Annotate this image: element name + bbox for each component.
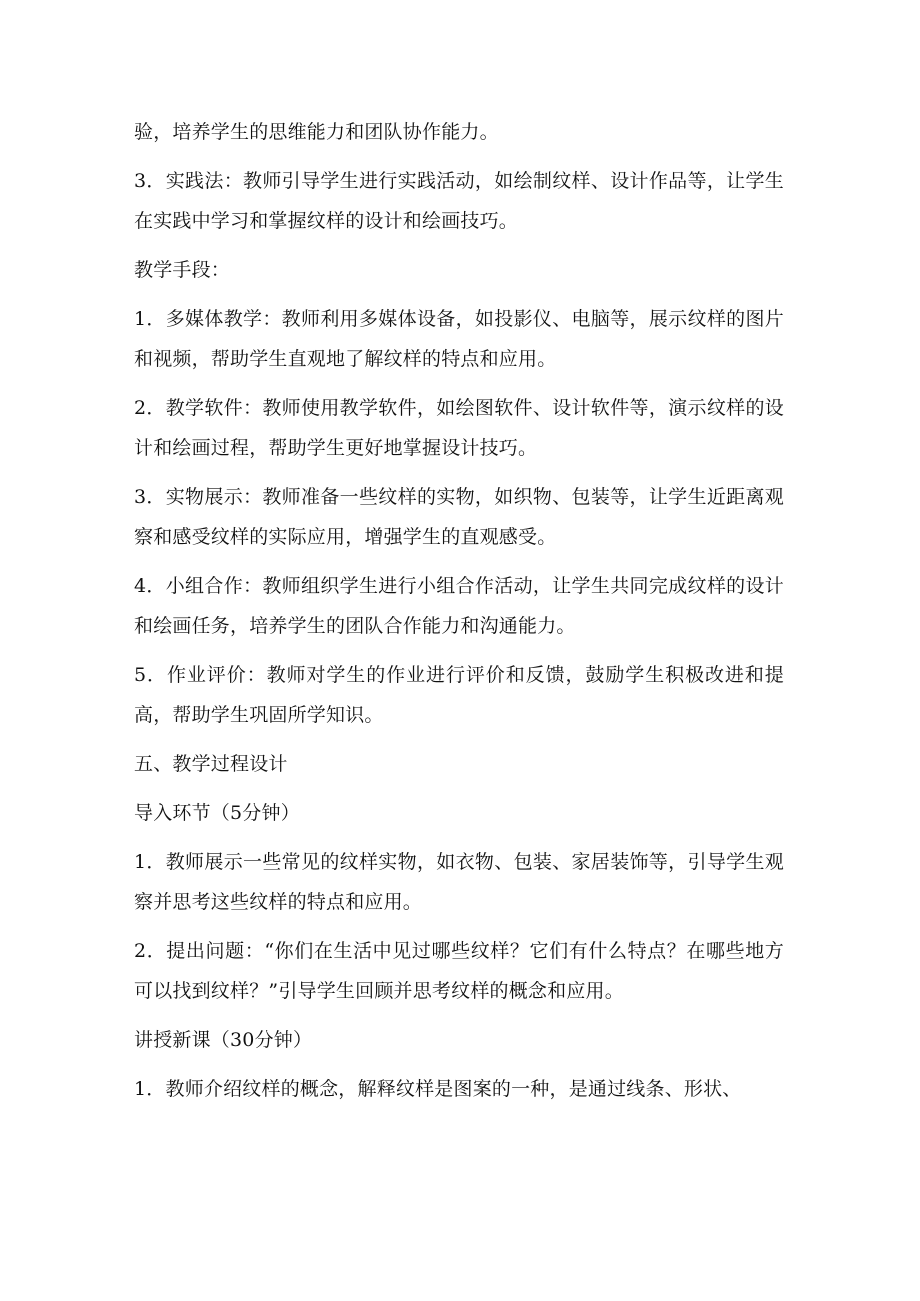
paragraph-software: 2．教学软件：教师使用教学软件，如绘图软件、设计软件等，演示纹样的设计和绘画过程，帮助学生更好地掌握设计技巧。 [134,397,784,459]
paragraph-intro-step-2: 2．提出问题：“你们在生活中见过哪些纹样？它们有什么特点？在哪些地方可以找到纹样？”引导学生回顾并思考纹样的概念和应用。 [134,940,784,1002]
paragraph-lesson-step-1: 1．教师介绍纹样的概念，解释纹样是图案的一种，是通过线条、形状、 [134,1078,742,1100]
paragraph-object-display: 3．实物展示：教师准备一些纹样的实物，如织物、包装等，让学生近距离观察和感受纹样的实际应用，增强学生的直观感受。 [134,486,784,548]
paragraph-group-work: 4．小组合作：教师组织学生进行小组合作活动，让学生共同完成纹样的设计和绘画任务，培养学生的团队合作能力和沟通能力。 [134,575,784,637]
document-body [134,112,784,1118]
heading-new-lesson: 讲授新课（30分钟） [134,1029,313,1051]
heading-teaching-means: 教学手段： [134,259,231,281]
heading-process-design: 五、教学过程设计 [134,753,288,775]
paragraph-continuation: 验，培养学生的思维能力和团队协作能力。 [134,121,499,143]
paragraph-intro-step-1: 1．教师展示一些常见的纹样实物，如衣物、包装、家居装饰等，引导学生观察并思考这些纹样的特点和应用。 [134,851,784,913]
paragraph-practice-method: 3．实践法：教师引导学生进行实践活动，如绘制纹样、设计作品等，让学生在实践中学习和掌握纹样的设计和绘画技巧。 [134,170,784,232]
paragraph-multimedia: 1．多媒体教学：教师利用多媒体设备，如投影仪、电脑等，展示纹样的图片和视频，帮助学生直观地了解纹样的特点和应用。 [134,308,784,370]
heading-introduction: 导入环节（5分钟） [134,802,300,824]
paragraph-homework-evaluation: 5．作业评价：教师对学生的作业进行评价和反馈，鼓励学生积极改进和提高，帮助学生巩固所学知识。 [134,664,784,726]
